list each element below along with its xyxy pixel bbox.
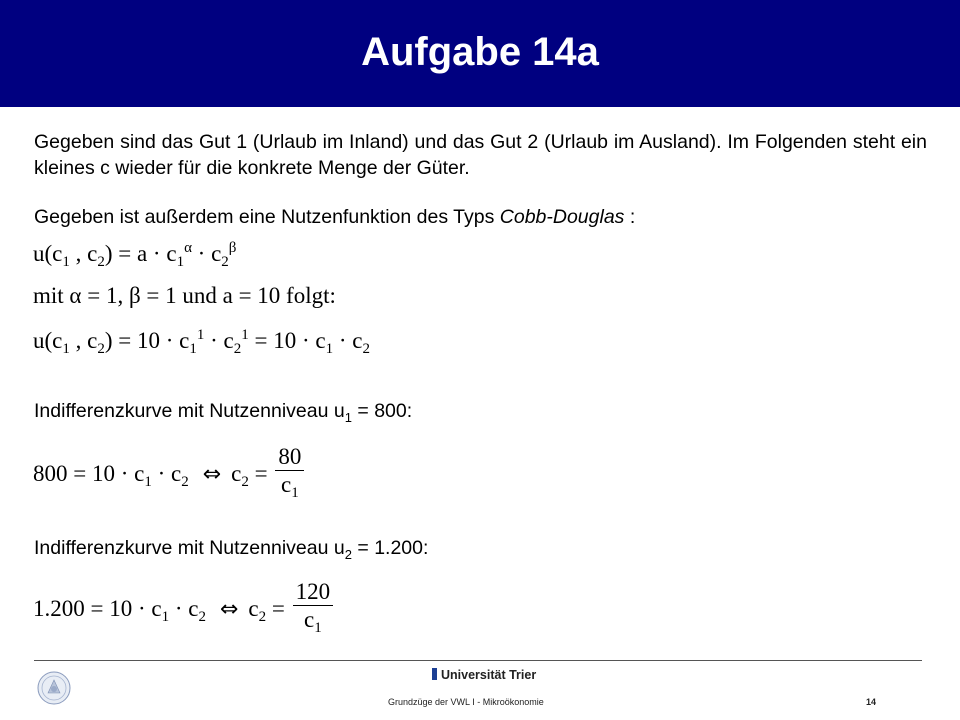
cobb-douglas-suffix: : (624, 206, 636, 228)
curve-1-lhs: 800 (33, 460, 68, 486)
curve-2-numerator: 120 (295, 579, 331, 604)
course-name: Grundzüge der VWL I - Mikroökonomie (388, 697, 544, 707)
equivalence-icon: ⇔ (219, 596, 239, 622)
utility-numeric-formula: $u(c_1$ , $c_2) = 10 \cdot c_1^1 \cdot c_2^1 = 10 \cdot c_1 \cdot c_2$ (33, 327, 370, 357)
curve-2-lhs: 1.200 (33, 595, 85, 621)
indifference-curve-2-label (34, 535, 428, 568)
curve-2-fraction (293, 579, 334, 642)
cobb-douglas-prefix: Gegeben ist außerdem eine Nutzenfunktion des Typs (34, 206, 500, 228)
cobb-douglas-paragraph (34, 204, 635, 230)
curve-2-label-prefix: Indifferenzkurve mit Nutzenniveau u (34, 537, 345, 559)
curve-2-denominator: $c_1$ (293, 605, 334, 642)
slide-title: Aufgabe 14a (361, 30, 599, 74)
university-logo (432, 668, 536, 682)
curve-2-label-sub: 2 (344, 546, 352, 562)
university-name: Universität Trier (441, 668, 537, 682)
curve-1-label-suffix: = 800: (351, 400, 413, 422)
curve-2-label-suffix: = 1.200: (351, 537, 429, 559)
utility-function-formula: $u(c_1$ , $c_2) = a \cdot c_1^\alpha \cdot c_2^\beta$ (33, 240, 237, 270)
intro-paragraph: Gegeben sind das Gut 1 (Urlaub im Inland) und das Gut 2 (Urlaub im Ausland). Im Folgenden steht ein kleines c wieder für die konkrete Menge der Güter. (34, 131, 927, 179)
indifference-curve-1-formula: $800 = 10 \cdot c_1 \cdot c_2$ ⇔ $c_2$ = $\frac{80}{c_1}$ (33, 444, 304, 507)
curve-1-label-sub: 1 (344, 409, 352, 425)
indifference-curve-1-label (34, 398, 412, 431)
curve-1-numerator: 80 (278, 444, 302, 469)
parameter-formula: mit α = 1, β = 1 und a = 10 folgt: (33, 283, 336, 308)
university-seal-icon (37, 671, 71, 705)
university-logo-mark-icon (432, 668, 437, 680)
cobb-douglas-name: Cobb-Douglas (499, 206, 625, 228)
footer-divider (34, 660, 922, 661)
curve-1-denominator: $c_1$ (275, 470, 304, 507)
indifference-curve-2-formula: $1.200 = 10 \cdot c_1 \cdot c_2$ ⇔ $c_2$ = $\frac{120}{c_1}$ (33, 579, 333, 642)
page-number: 14 (866, 697, 877, 707)
curve-1-fraction (275, 444, 304, 507)
equivalence-icon: ⇔ (202, 461, 222, 487)
curve-1-label-prefix: Indifferenzkurve mit Nutzenniveau u (34, 400, 345, 422)
